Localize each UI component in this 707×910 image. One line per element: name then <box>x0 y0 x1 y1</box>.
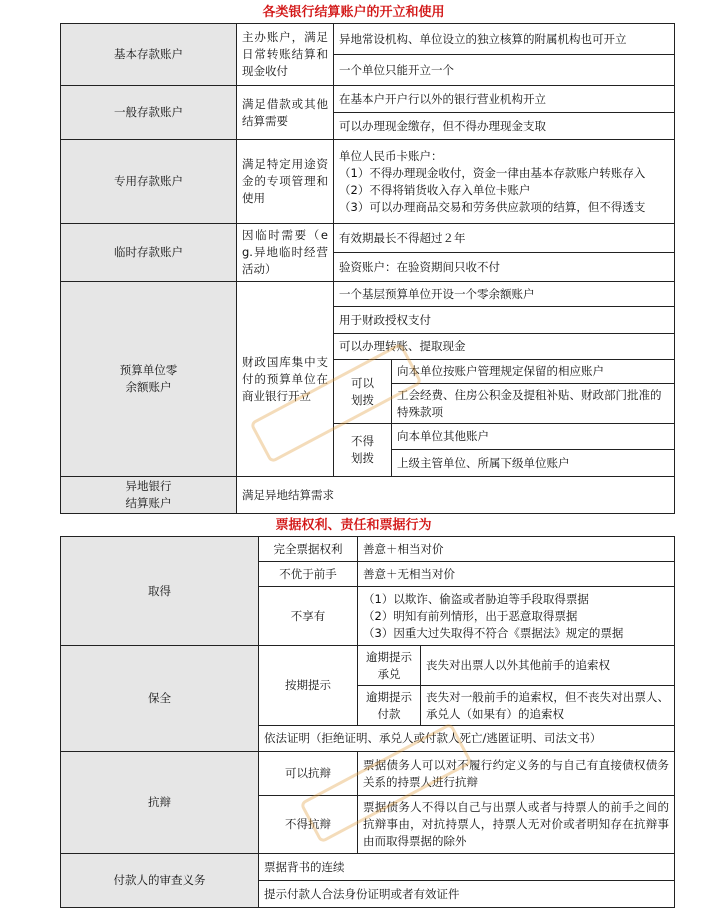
remote-account-name-line2: 结算账户 <box>125 496 172 510</box>
defense-name: 抗辩 <box>61 752 259 854</box>
acquire-none-case-1: （1）以欺诈、偷盗或者胁迫等手段取得票据 <box>363 591 589 606</box>
defense-cannot-text: 票据债务人不得以自己与出票人或者与持票人的前手之间的抗辩事由，对抗持票人，持票人无对价或者明知存在抗辩事由而取得票据的除外 <box>358 796 675 854</box>
remote-account-name-line1: 异地银行 <box>125 479 172 493</box>
temp-account-scope: 因临时需要（eg.异地临时经营活动） <box>237 224 334 282</box>
preserve-late-pay-line2: 付款 <box>377 706 401 721</box>
budget-account-scope: 财政国库集中支付的预算单位在商业银行开立 <box>237 282 334 477</box>
payer-duty-1: 票据背书的连续 <box>259 854 675 881</box>
temp-account-rule-1: 有效期最长不得超过２年 <box>334 224 675 253</box>
bill-rights-table <box>60 536 675 908</box>
preserve-late-pay-label <box>358 686 421 726</box>
budget-can-transfer-line1: 可以 <box>351 375 374 390</box>
general-account-scope: 满足借款或其他结算需要 <box>237 86 334 140</box>
budget-account-name <box>61 282 237 477</box>
remote-account-scope: 满足异地结算需求 <box>237 477 675 514</box>
budget-account-name-line1: 预算单位零 <box>119 363 178 377</box>
basic-account-rule-2: 一个单位只能开立一个 <box>334 55 675 86</box>
budget-account-rule-2: 用于财政授权支付 <box>334 307 675 334</box>
budget-account-rule-1: 一个基层预算单位开设一个零余额账户 <box>334 282 675 307</box>
defense-cannot: 不得抗辩 <box>259 796 358 854</box>
budget-cannot-transfer-label <box>334 424 392 477</box>
acquire-not-prior: 不优于前手 <box>259 562 358 587</box>
basic-account-scope: 主办账户，满足日常转账结算和现金收付 <box>237 24 334 86</box>
acquire-none: 不享有 <box>259 587 358 646</box>
payer-duty-name: 付款人的审查义务 <box>61 854 259 908</box>
acquire-none-case-3: （3）因重大过失取得不符合《票据法》规定的票据 <box>363 625 624 640</box>
special-account-rules <box>334 140 675 224</box>
preserve-late-accept-effect: 丧失对出票人以外其他前手的追索权 <box>421 646 675 686</box>
budget-account-name-line2: 余额账户 <box>125 380 172 394</box>
special-account-rule-1: （1）不得办理现金收付，资金一律由基本存款账户转账存入 <box>339 165 646 180</box>
bank-accounts-table <box>60 23 675 514</box>
table2-title: 票据权利、责任和票据行为 <box>275 518 432 533</box>
remote-account-name <box>61 477 237 514</box>
budget-can-transfer-1: 向本单位按账户管理规定保留的相应账户 <box>392 360 675 384</box>
defense-can-text: 票据债务人可以对不履行约定义务的与自己有直接债权债务关系的持票人进行抗辩 <box>358 752 675 796</box>
general-account-rule-2: 可以办理现金缴存，但不得办理现金支取 <box>334 113 675 140</box>
budget-cannot-transfer-line1: 不得 <box>351 434 374 448</box>
basic-account-rule-1: 异地常设机构、单位设立的独立核算的附属机构也可开立 <box>334 24 675 55</box>
acquire-full-rights: 完全票据权利 <box>259 537 358 562</box>
general-account-rule-1: 在基本户开户行以外的银行营业机构开立 <box>334 86 675 113</box>
preserve-late-pay-effect: 丧失对一般前手的追索权，但不丧失对出票人、承兑人（如果有）的追索权 <box>421 686 675 726</box>
preserve-late-pay-line1: 逾期提示 <box>366 689 412 704</box>
preserve-name: 保全 <box>61 646 259 752</box>
special-account-name: 专用存款账户 <box>61 140 237 224</box>
acquire-none-cases <box>358 587 675 646</box>
preserve-late-accept-line2: 承兑 <box>377 666 401 681</box>
special-account-rule-3: （3）可以办理商品交易和劳务供应款项的结算，但不得透支 <box>339 199 646 214</box>
special-account-scope: 满足特定用途资金的专项管理和使用 <box>237 140 334 224</box>
table1-title: 各类银行结算账户的开立和使用 <box>262 5 445 20</box>
acquire-full-cond: 善意＋相当对价 <box>358 537 675 562</box>
special-account-rule-0: 单位人民币卡账户： <box>339 148 443 163</box>
budget-can-transfer-2: 工会经费、住房公积金及提租补贴、财政部门批准的特殊款项 <box>392 384 675 424</box>
temp-account-rule-2: 验资账户：在验资期间只收不付 <box>334 253 675 282</box>
special-account-rule-2: （2）不得将销货收入存入单位卡账户 <box>339 182 531 197</box>
budget-can-transfer-line2: 划拨 <box>351 392 374 407</box>
general-account-name: 一般存款账户 <box>61 86 237 140</box>
budget-account-rule-3: 可以办理转账、提取现金 <box>334 334 675 360</box>
preserve-legal-proof: 依法证明（拒绝证明、承兑人或付款人死亡/逃匿证明、司法文书） <box>259 726 675 752</box>
acquire-name: 取得 <box>61 537 259 646</box>
budget-cannot-transfer-1: 向本单位其他账户 <box>392 424 675 450</box>
temp-account-name: 临时存款账户 <box>61 224 237 282</box>
budget-can-transfer-label <box>334 360 392 424</box>
payer-duty-2: 提示付款人合法身份证明或者有效证件 <box>259 881 675 908</box>
preserve-late-accept-label <box>358 646 421 686</box>
budget-cannot-transfer-2: 上级主管单位、所属下级单位账户 <box>392 450 675 477</box>
preserve-ontime: 按期提示 <box>259 646 358 726</box>
budget-cannot-transfer-line2: 划拨 <box>351 451 374 465</box>
defense-can: 可以抗辩 <box>259 752 358 796</box>
acquire-not-prior-cond: 善意＋无相当对价 <box>358 562 675 587</box>
acquire-none-case-2: （2）明知有前列情形，出于恶意取得票据 <box>363 608 578 623</box>
preserve-late-accept-line1: 逾期提示 <box>366 649 412 664</box>
basic-account-name: 基本存款账户 <box>61 24 237 86</box>
